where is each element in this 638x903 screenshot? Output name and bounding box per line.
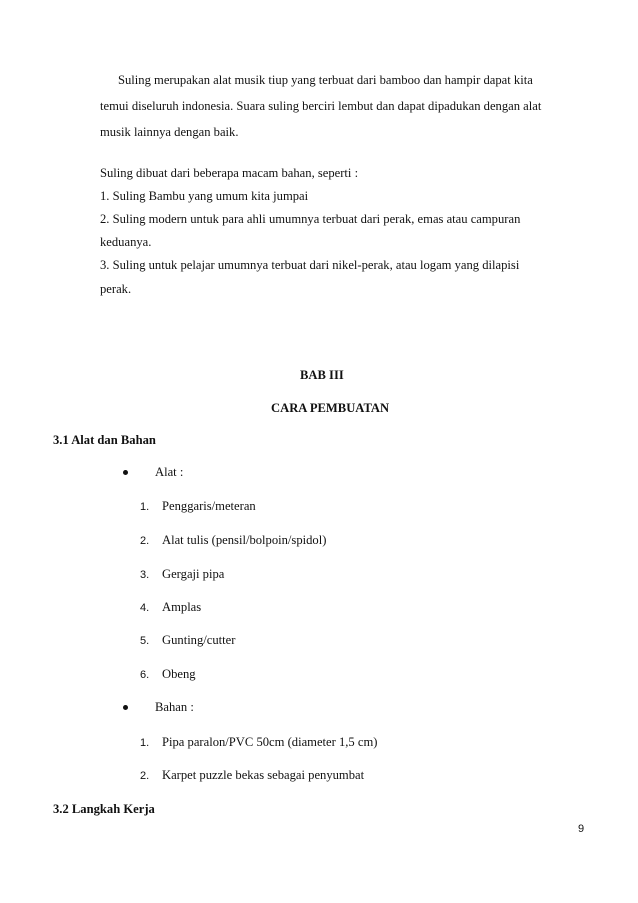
alat-item-text: Amplas xyxy=(162,600,202,614)
intro-line-3: musik lainnya dengan baik. xyxy=(100,125,239,139)
alat-item-number: 5. xyxy=(140,635,150,647)
materials-line-5: 3. Suling untuk pelajar umumnya terbuat dari nikel-perak, atau logam yang dilapisi xyxy=(100,258,520,272)
materials-line-2: 1. Suling Bambu yang umum kita jumpai xyxy=(100,189,309,203)
bahan-item-text: Pipa paralon/PVC 50cm (diameter 1,5 cm) xyxy=(162,735,378,749)
alat-item-text: Gunting/cutter xyxy=(162,633,236,647)
materials-line-4: keduanya. xyxy=(100,235,152,249)
intro-line-1: Suling merupakan alat musik tiup yang terbuat dari bamboo dan hampir dapat kita xyxy=(118,73,533,87)
alat-item-text: Gergaji pipa xyxy=(162,567,225,581)
page-number: 9 xyxy=(578,823,585,835)
materials-line-1: Suling dibuat dari beberapa macam bahan, seperti : xyxy=(100,166,359,180)
alat-item-text: Penggaris/meteran xyxy=(162,499,256,513)
materials-line-6: perak. xyxy=(100,282,132,296)
section-heading-alat-bahan: 3.1 Alat dan Bahan xyxy=(53,433,156,447)
intro-line-2: temui diseluruh indonesia. Suara suling berciri lembut dan dapat dipadukan dengan alat xyxy=(100,99,542,113)
bullet-icon xyxy=(123,705,128,710)
alat-item-number: 4. xyxy=(140,602,150,614)
alat-item-text: Alat tulis (pensil/bolpoin/spidol) xyxy=(162,533,327,547)
chapter-number: BAB III xyxy=(300,368,344,382)
materials-line-3: 2. Suling modern untuk para ahli umumnya terbuat dari perak, emas atau campuran xyxy=(100,212,521,226)
chapter-title: CARA PEMBUATAN xyxy=(271,401,390,415)
alat-item-number: 1. xyxy=(140,501,150,513)
bahan-item-number: 1. xyxy=(140,737,150,749)
bullet-icon xyxy=(123,470,128,475)
bahan-item-number: 2. xyxy=(140,770,150,782)
alat-item-number: 3. xyxy=(140,569,150,581)
bahan-label: Bahan : xyxy=(155,700,194,714)
alat-item-number: 2. xyxy=(140,535,150,547)
bahan-item-text: Karpet puzzle bekas sebagai penyumbat xyxy=(162,768,365,782)
alat-label: Alat : xyxy=(155,465,184,479)
section-heading-langkah-kerja: 3.2 Langkah Kerja xyxy=(53,802,155,816)
alat-item-number: 6. xyxy=(140,669,150,681)
alat-item-text: Obeng xyxy=(162,667,196,681)
